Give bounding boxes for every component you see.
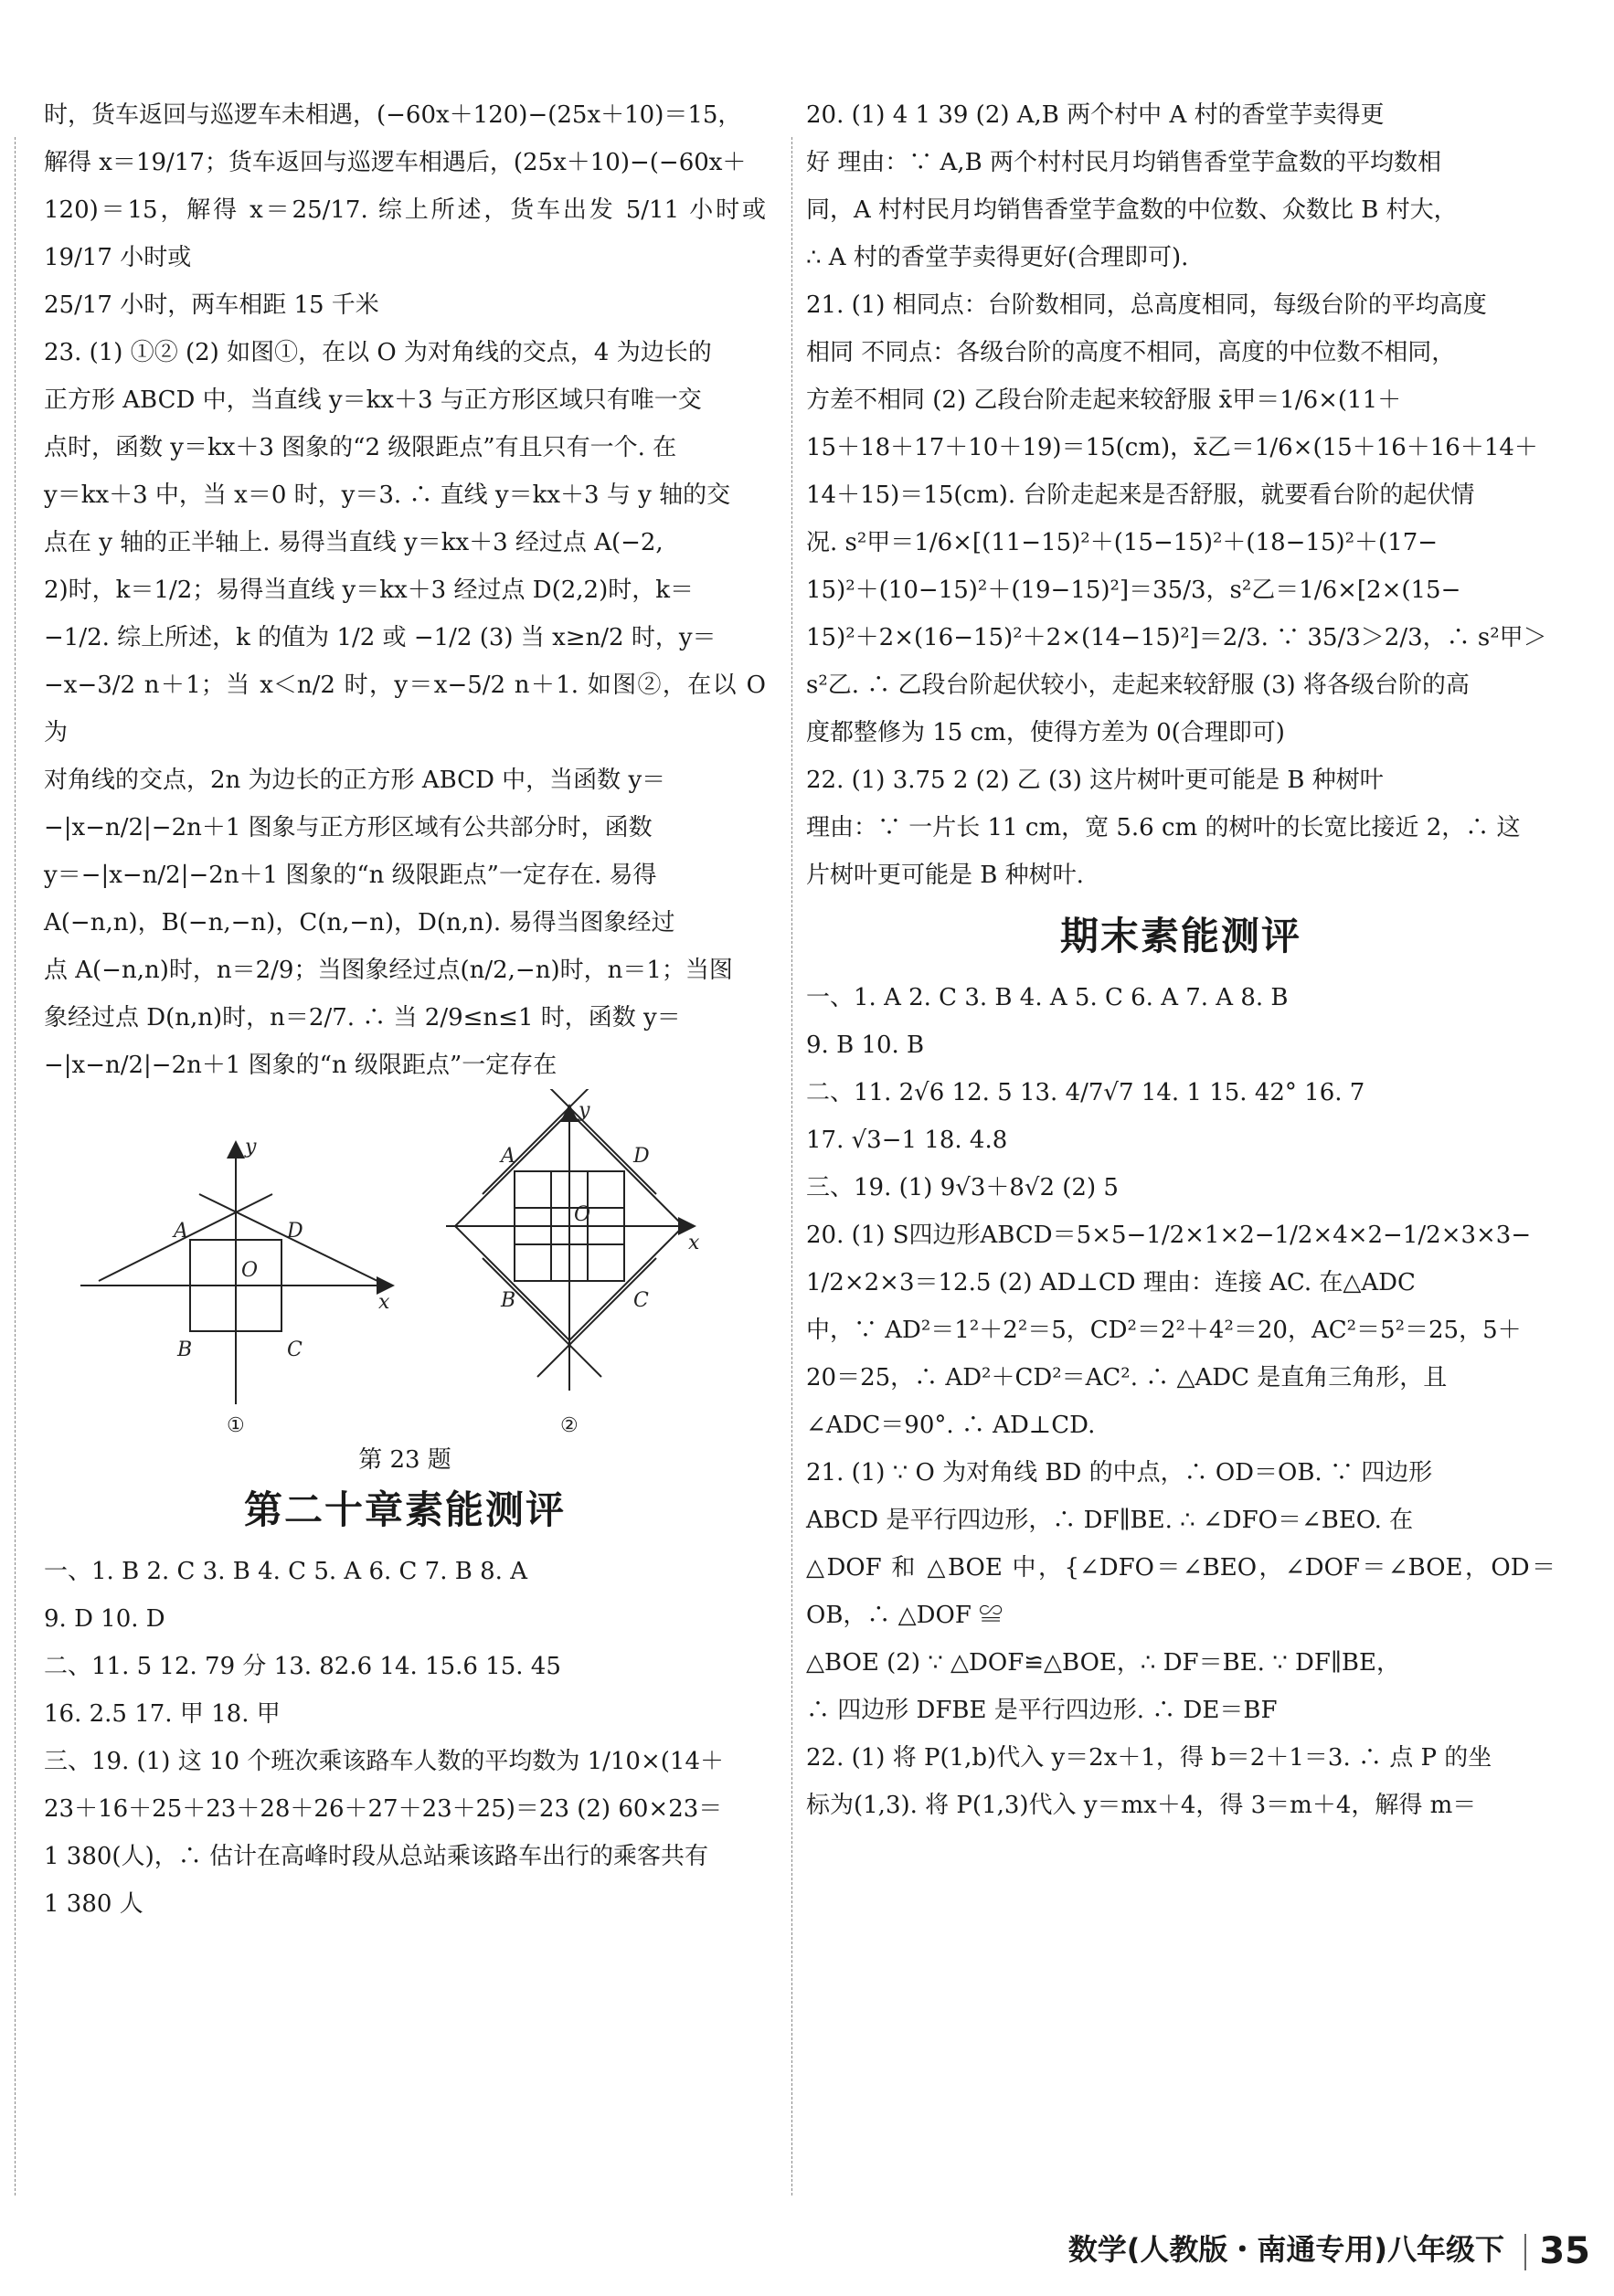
answer-line: 2)时，k＝1/2；易得当直线 y＝kx＋3 经过点 D(2,2)时，k＝ (44, 577, 694, 604)
answer-line: 25/17 小时，两车相距 15 千米 (44, 291, 379, 319)
answer-line: 17. √3−1 18. 4.8 (806, 1127, 1008, 1154)
answer-line: 点在 y 轴的正半轴上. 易得当直线 y＝kx＋3 经过点 A(−2, (44, 529, 664, 556)
book-title: 数学(人教版・南通专用)八年级下 (1067, 2232, 1504, 2267)
figure-23-diagrams (44, 1089, 766, 1436)
answer-line: 点时，函数 y＝kx＋3 图象的“2 级限距点”有且只有一个. 在 (44, 434, 677, 461)
figure-caption: 第 23 题 (358, 1446, 451, 1474)
answer-line: 1 380(人)，∴ 估计在高峰时段从总站乘该路车出行的乘客共有 (44, 1843, 708, 1870)
answer-line: 15)²＋(10−15)²＋(19−15)²]＝35/3，s²乙＝1/6×[2×(15− (806, 577, 1461, 604)
answer-line: 15＋18＋17＋10＋19)＝15(cm)，x̄乙＝1/6×(15＋16＋16＋14＋ (806, 434, 1538, 461)
answer-line: 16. 2.5 17. 甲 18. 甲 (44, 1700, 281, 1728)
answer-line: ∴ 四边形 DFBE 是平行四边形. ∴ DE＝BF (806, 1697, 1278, 1724)
fig2-label-y: y (579, 1099, 590, 1122)
figure-23 (44, 1089, 766, 1473)
figure-2 (446, 1089, 693, 1391)
answer-line: y＝kx＋3 中，当 x＝0 时，y＝3. ∴ 直线 y＝kx＋3 与 y 轴的交 (44, 481, 731, 509)
answer-line: 15)²＋2×(16−15)²＋2×(14−15)²]＝2/3. ∵ 35/3＞2/3，∴ s²甲＞ (806, 624, 1547, 651)
fig2-label-O: O (574, 1203, 591, 1226)
answer-line: 120)＝15，解得 x＝25/17. 综上所述，货车出发 5/11 小时或 19/17 小时或 (44, 196, 766, 271)
figure-1 (80, 1144, 391, 1404)
left-column (44, 91, 766, 1928)
answer-line: △DOF 和 △BOE 中，{∠DFO＝∠BEO，∠DOF＝∠BOE，OD＝OB，∴ △DOF ≌ (806, 1554, 1556, 1629)
left-margin-dashed-line (15, 137, 16, 2195)
fig1-label-A: A (174, 1220, 188, 1243)
answer-line: 9. D 10. D (44, 1605, 165, 1633)
answer-line: 9. B 10. B (806, 1032, 925, 1059)
answer-line: 解得 x＝19/17；货车返回与巡逻车相遇后，(25x＋10)−(−60x＋ (44, 149, 747, 176)
fig2-label-x: x (688, 1232, 700, 1254)
answer-line: 三、19. (1) 这 10 个班次乘该路车人数的平均数为 1/10×(14＋ (44, 1748, 724, 1775)
page-footer (0, 2223, 1614, 2278)
answer-line: 1/2×2×3＝12.5 (2) AD⊥CD 理由：连接 AC. 在△ADC (806, 1269, 1416, 1296)
answer-line: 一、1. A 2. C 3. B 4. A 5. C 6. A 7. A 8. B (806, 984, 1289, 1011)
answer-line: y＝−|x−n/2|−2n＋1 图象的“n 级限距点”一定存在. 易得 (44, 862, 657, 889)
answer-line: 点 A(−n,n)时，n＝2/9；当图象经过点(n/2,−n)时，n＝1；当图 (44, 957, 733, 984)
fig2-label-A: A (501, 1145, 515, 1168)
answer-line: 20. (1) S四边形ABCD＝5×5−1/2×1×2−1/2×4×2−1/2×3×3− (806, 1222, 1532, 1249)
answer-line: 21. (1) ∵ O 为对角线 BD 的中点，∴ OD＝OB. ∵ 四边形 (806, 1459, 1433, 1487)
answer-line: 14＋15)＝15(cm). 台阶走起来是否舒服，就要看台阶的起伏情 (806, 481, 1475, 509)
answer-line: ∴ A 村的香堂芋卖得更好(合理即可). (806, 244, 1189, 271)
answer-line: 理由：∵ 一片长 11 cm，宽 5.6 cm 的树叶的长宽比接近 2，∴ 这 (806, 814, 1521, 841)
answer-line: 23＋16＋25＋23＋28＋26＋27＋23＋25)＝23 (2) 60×23＝ (44, 1795, 723, 1823)
answer-line: 1 380 人 (44, 1890, 143, 1918)
right-column (806, 91, 1556, 1829)
fig1-label-x: x (378, 1291, 390, 1314)
answer-line: −|x−n/2|−2n＋1 图象的“n 级限距点”一定存在 (44, 1052, 557, 1079)
answer-line: 二、11. 2√6 12. 5 13. 4/7√7 14. 1 15. 42° 16. 7 (806, 1079, 1365, 1106)
fig1-label-C: C (287, 1338, 303, 1361)
answer-line: 21. (1) 相同点：台阶数相同，总高度相同，每级台阶的平均高度 (806, 291, 1487, 319)
answer-line: 23. (1) ①② (2) 如图①，在以 O 为对角线的交点，4 为边长的 (44, 339, 712, 366)
answer-line: 对角线的交点，2n 为边长的正方形 ABCD 中，当函数 y＝ (44, 767, 666, 794)
fig1-label-y: y (245, 1136, 257, 1159)
page-number: 35 (1539, 2230, 1590, 2272)
answer-line: −1/2. 综上所述，k 的值为 1/2 或 −1/2 (3) 当 x≥n/2 时，y＝ (44, 624, 717, 651)
answer-line: s²乙. ∴ 乙段台阶起伏较小，走起来较舒服 (3) 将各级台阶的高 (806, 672, 1470, 699)
answer-line: −|x−n/2|−2n＋1 图象与正方形区域有公共部分时，函数 (44, 814, 653, 841)
answer-line: 时，货车返回与巡逻车未相遇，(−60x＋120)−(25x＋10)＝15， (44, 101, 742, 129)
fig2-label-C: C (633, 1289, 649, 1312)
answer-line: 度都整修为 15 cm，使得方差为 0(合理即可) (806, 719, 1285, 746)
answer-line: −x−3/2 n＋1；当 x＜n/2 时，y＝x−5/2 n＋1. 如图②，在以 O 为 (44, 672, 766, 746)
final-test-title: 期末素能测评 (1059, 914, 1301, 958)
fig1-label-D: D (287, 1220, 303, 1243)
chapter-20-title: 第二十章素能测评 (243, 1487, 566, 1532)
answer-line: ∠ADC＝90°. ∴ AD⊥CD. (806, 1412, 1096, 1439)
column-divider (791, 137, 792, 2195)
answer-line: 同，A 村村民月均销售香堂芋盒数的中位数、众数比 B 村大， (806, 196, 1458, 224)
answer-line: 22. (1) 3.75 2 (2) 乙 (3) 这片树叶更可能是 B 种树叶 (806, 767, 1384, 794)
answer-line: 22. (1) 将 P(1,b)代入 y＝2x＋1，得 b＝2＋1＝3. ∴ 点 P 的坐 (806, 1744, 1492, 1772)
answer-line: 标为(1,3). 将 P(1,3)代入 y＝mx＋4，得 3＝m＋4，解得 m＝ (806, 1792, 1477, 1819)
fig2-label-B: B (501, 1289, 516, 1312)
footer-divider (1524, 2234, 1526, 2270)
answer-line: 20. (1) 4 1 39 (2) A,B 两个村中 A 村的香堂芋卖得更 (806, 101, 1385, 129)
answer-line: 况. s²甲＝1/6×[(11−15)²＋(15−15)²＋(18−15)²＋(17− (806, 529, 1439, 556)
fig2-number: ② (560, 1414, 579, 1436)
answer-line: 一、1. B 2. C 3. B 4. C 5. A 6. C 7. B 8. A (44, 1558, 527, 1585)
answer-line: △BOE (2) ∵ △DOF≌△BOE，∴ DF＝BE. ∵ DF∥BE， (806, 1649, 1401, 1677)
answer-line: 方差不相同 (2) 乙段台阶走起来较舒服 x̄甲＝1/6×(11＋ (806, 386, 1402, 414)
answer-line: 正方形 ABCD 中，当直线 y＝kx＋3 与正方形区域只有唯一交 (44, 386, 702, 414)
answer-line: 片树叶更可能是 B 种树叶. (806, 862, 1084, 889)
fig1-label-B: B (177, 1338, 193, 1361)
answer-line: A(−n,n)，B(−n,−n)，C(n,−n)，D(n,n). 易得当图象经过 (44, 909, 675, 936)
fig1-label-O: O (241, 1259, 259, 1282)
answer-line: 二、11. 5 12. 79 分 13. 82.6 14. 15.6 15. 45 (44, 1653, 561, 1680)
fig2-label-D: D (633, 1145, 650, 1168)
answer-line: 20＝25，∴ AD²＋CD²＝AC². ∴ △ADC 是直角三角形，且 (806, 1364, 1448, 1391)
answer-line: 三、19. (1) 9√3＋8√2 (2) 5 (806, 1174, 1119, 1201)
answer-line: 象经过点 D(n,n)时，n＝2/7. ∴ 当 2/9≤n≤1 时，函数 y＝ (44, 1004, 681, 1032)
answer-line: ABCD 是平行四边形，∴ DF∥BE. ∴ ∠DFO＝∠BEO. 在 (806, 1507, 1414, 1534)
answer-line: 相同 不同点：各级台阶的高度不相同，高度的中位数不相同， (806, 339, 1456, 366)
answer-line: 中，∵ AD²＝1²＋2²＝5，CD²＝2²＋4²＝20，AC²＝5²＝25，5＋ (806, 1317, 1522, 1344)
fig1-number: ① (227, 1414, 245, 1436)
answer-line: 好 理由：∵ A,B 两个村村民月均销售香堂芋盒数的平均数相 (806, 149, 1441, 176)
